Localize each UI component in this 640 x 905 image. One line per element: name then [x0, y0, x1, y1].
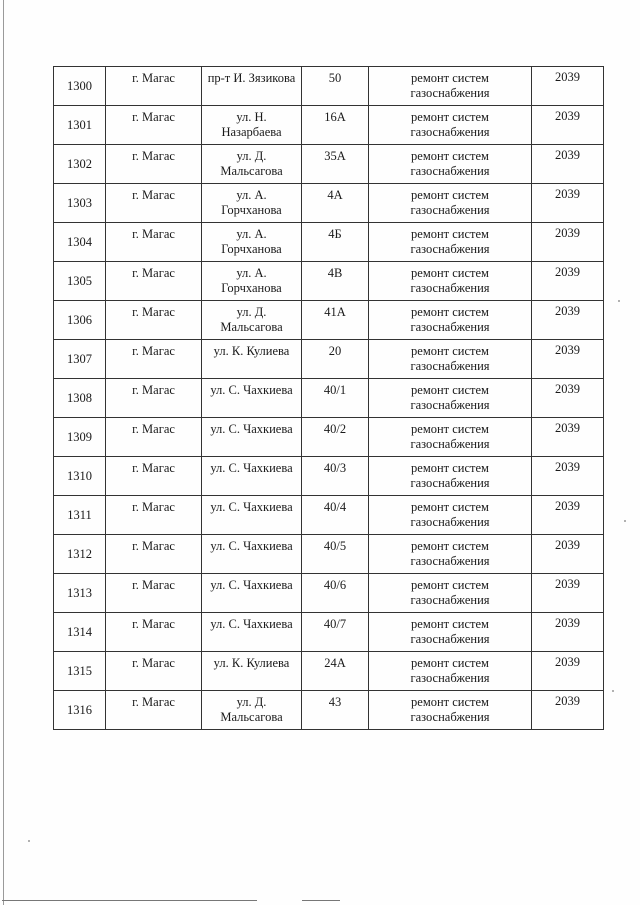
- row-house: 16А: [302, 106, 369, 145]
- row-number: 1313: [54, 574, 106, 613]
- row-house: 35А: [302, 145, 369, 184]
- row-work-type: ремонт систем газоснабжения: [369, 457, 532, 496]
- row-city: г. Магас: [106, 418, 202, 457]
- row-work-type: ремонт систем газоснабжения: [369, 301, 532, 340]
- table-row: [54, 262, 604, 301]
- row-house: 41А: [302, 301, 369, 340]
- row-street: ул. С. Чахкиева: [202, 496, 302, 535]
- row-street: ул. С. Чахкиева: [202, 574, 302, 613]
- table-row: [54, 145, 604, 184]
- row-work-type: ремонт систем газоснабжения: [369, 535, 532, 574]
- row-year: 2039: [532, 106, 604, 145]
- row-year: 2039: [532, 67, 604, 106]
- table-row: [54, 67, 604, 106]
- table-row: [54, 535, 604, 574]
- row-number: 1306: [54, 301, 106, 340]
- row-year: 2039: [532, 691, 604, 730]
- row-year: 2039: [532, 652, 604, 691]
- scan-bottom-line: [2, 900, 257, 901]
- row-year: 2039: [532, 301, 604, 340]
- table-row: [54, 184, 604, 223]
- row-year: 2039: [532, 145, 604, 184]
- row-city: г. Магас: [106, 340, 202, 379]
- housing-repair-table: [53, 66, 604, 730]
- row-work-type: ремонт систем газоснабжения: [369, 262, 532, 301]
- row-number: 1301: [54, 106, 106, 145]
- row-work-type: ремонт систем газоснабжения: [369, 223, 532, 262]
- scan-speck: [28, 840, 30, 842]
- row-street: ул. К. Кулиева: [202, 652, 302, 691]
- row-house: 40/1: [302, 379, 369, 418]
- row-year: 2039: [532, 613, 604, 652]
- row-street: ул. К. Кулиева: [202, 340, 302, 379]
- row-work-type: ремонт систем газоснабжения: [369, 496, 532, 535]
- row-street: ул. С. Чахкиева: [202, 418, 302, 457]
- row-street: ул. С. Чахкиева: [202, 379, 302, 418]
- scan-speck: [618, 300, 620, 302]
- row-number: 1309: [54, 418, 106, 457]
- table-row: [54, 106, 604, 145]
- row-city: г. Магас: [106, 457, 202, 496]
- row-work-type: ремонт систем газоснабжения: [369, 67, 532, 106]
- row-city: г. Магас: [106, 574, 202, 613]
- row-city: г. Магас: [106, 379, 202, 418]
- row-city: г. Магас: [106, 535, 202, 574]
- row-year: 2039: [532, 223, 604, 262]
- row-street: ул. А. Горчханова: [202, 223, 302, 262]
- row-year: 2039: [532, 340, 604, 379]
- row-house: 40/4: [302, 496, 369, 535]
- row-year: 2039: [532, 418, 604, 457]
- row-work-type: ремонт систем газоснабжения: [369, 184, 532, 223]
- table-row: [54, 574, 604, 613]
- table-body: [54, 67, 604, 730]
- row-year: 2039: [532, 379, 604, 418]
- row-city: г. Магас: [106, 691, 202, 730]
- row-year: 2039: [532, 184, 604, 223]
- row-house: 50: [302, 67, 369, 106]
- row-year: 2039: [532, 574, 604, 613]
- row-street: пр-т И. Зязикова: [202, 67, 302, 106]
- row-house: 40/3: [302, 457, 369, 496]
- table-row: [54, 379, 604, 418]
- row-work-type: ремонт систем газоснабжения: [369, 613, 532, 652]
- row-work-type: ремонт систем газоснабжения: [369, 340, 532, 379]
- row-number: 1302: [54, 145, 106, 184]
- scan-speck: [612, 690, 614, 692]
- table-row: [54, 457, 604, 496]
- scan-bottom-line: [302, 900, 340, 901]
- row-house: 40/5: [302, 535, 369, 574]
- row-house: 4Б: [302, 223, 369, 262]
- row-work-type: ремонт систем газоснабжения: [369, 106, 532, 145]
- row-street: ул. С. Чахкиева: [202, 457, 302, 496]
- table-row: [54, 223, 604, 262]
- row-house: 4А: [302, 184, 369, 223]
- row-number: 1315: [54, 652, 106, 691]
- row-house: 24А: [302, 652, 369, 691]
- row-house: 40/6: [302, 574, 369, 613]
- row-year: 2039: [532, 262, 604, 301]
- row-year: 2039: [532, 457, 604, 496]
- row-house: 20: [302, 340, 369, 379]
- row-city: г. Магас: [106, 106, 202, 145]
- scan-speck: [624, 520, 626, 522]
- table-row: [54, 340, 604, 379]
- row-street: ул. А. Горчханова: [202, 262, 302, 301]
- table-row: [54, 652, 604, 691]
- row-work-type: ремонт систем газоснабжения: [369, 418, 532, 457]
- row-number: 1308: [54, 379, 106, 418]
- row-house: 4В: [302, 262, 369, 301]
- row-city: г. Магас: [106, 67, 202, 106]
- row-house: 40/7: [302, 613, 369, 652]
- table-row: [54, 418, 604, 457]
- row-city: г. Магас: [106, 301, 202, 340]
- row-number: 1307: [54, 340, 106, 379]
- row-city: г. Магас: [106, 262, 202, 301]
- row-city: г. Магас: [106, 613, 202, 652]
- row-house: 40/2: [302, 418, 369, 457]
- row-street: ул. Д. Мальсагова: [202, 301, 302, 340]
- table-row: [54, 301, 604, 340]
- table-row: [54, 613, 604, 652]
- row-number: 1305: [54, 262, 106, 301]
- row-number: 1311: [54, 496, 106, 535]
- row-work-type: ремонт систем газоснабжения: [369, 691, 532, 730]
- row-house: 43: [302, 691, 369, 730]
- table-row: [54, 691, 604, 730]
- scan-edge-line: [3, 0, 4, 905]
- row-number: 1310: [54, 457, 106, 496]
- row-city: г. Магас: [106, 184, 202, 223]
- table-row: [54, 496, 604, 535]
- row-year: 2039: [532, 496, 604, 535]
- row-number: 1303: [54, 184, 106, 223]
- row-city: г. Магас: [106, 496, 202, 535]
- row-work-type: ремонт систем газоснабжения: [369, 652, 532, 691]
- row-street: ул. С. Чахкиева: [202, 535, 302, 574]
- row-city: г. Магас: [106, 145, 202, 184]
- row-street: ул. Н. Назарбаева: [202, 106, 302, 145]
- row-number: 1316: [54, 691, 106, 730]
- row-work-type: ремонт систем газоснабжения: [369, 379, 532, 418]
- row-number: 1314: [54, 613, 106, 652]
- row-street: ул. Д. Мальсагова: [202, 691, 302, 730]
- row-year: 2039: [532, 535, 604, 574]
- row-street: ул. С. Чахкиева: [202, 613, 302, 652]
- row-number: 1300: [54, 67, 106, 106]
- row-work-type: ремонт систем газоснабжения: [369, 145, 532, 184]
- row-street: ул. А. Горчханова: [202, 184, 302, 223]
- row-city: г. Магас: [106, 652, 202, 691]
- row-number: 1304: [54, 223, 106, 262]
- row-number: 1312: [54, 535, 106, 574]
- row-city: г. Магас: [106, 223, 202, 262]
- row-work-type: ремонт систем газоснабжения: [369, 574, 532, 613]
- row-street: ул. Д. Мальсагова: [202, 145, 302, 184]
